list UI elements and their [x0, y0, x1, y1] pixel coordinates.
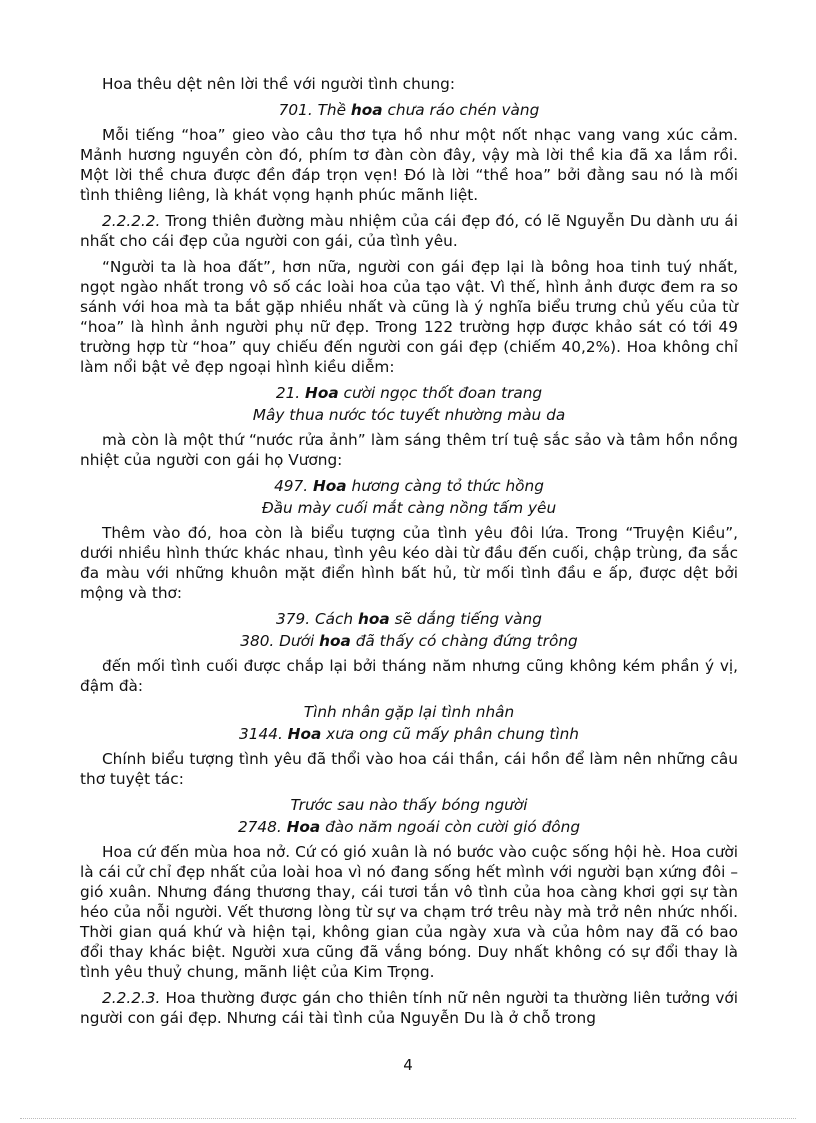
verse-line: Đầu mày cuối mắt càng nồng tấm yêu	[261, 499, 557, 517]
page-content	[80, 74, 738, 1034]
verse-block	[80, 383, 738, 425]
verse-line: Tình nhân gặp lại tình nhân	[303, 703, 515, 721]
paragraph: mà còn là một thứ “nước rửa ảnh” làm sáng thêm trí tuệ sắc sảo và tâm hồn nồng nhiệt của người con gái họ Vương:	[80, 431, 738, 469]
verse-block	[80, 702, 738, 744]
verse-line: 497. Hoa hương càng tỏ thức hồng	[274, 477, 544, 495]
verse-block	[80, 476, 738, 518]
paragraph: Thêm vào đó, hoa còn là biểu tượng của tình yêu đôi lứa. Trong “Truyện Kiều”, dưới nhiều hình thức khác nhau, tình yêu kéo dài từ đầu đến cuối, chập trùng, đa sắc đa màu với những khuôn mặt điển hình bất hủ, từ mối tình đầu e ấp, được dệt bởi mộng và thơ:	[80, 524, 738, 602]
paragraph: đến mối tình cuối được chắp lại bởi tháng năm nhưng cũng không kém phần ý vị, đậm đà:	[80, 657, 738, 695]
verse-line: Mây thua nước tóc tuyết nhường màu da	[252, 406, 566, 424]
section-number: 2.2.2.3.	[102, 989, 161, 1007]
paragraph: Hoa cứ đến mùa hoa nở. Cứ có gió xuân là nó bước vào cuộc sống hội hè. Hoa cười là cái cử chỉ đẹp nhất của loài hoa vì nó đang sống hết mình với người bạn xứng đôi – gió xuân. Nhưng đáng thương thay, cái tươi tắn vô tình của hoa càng khơi gợi sự tàn héo của nỗi người. Vết thương lòng từ sự va chạm trớ trêu này mà trở nên nhức nhối. Thời gian quá khứ và hiện tại, không gian của ngày xưa và của hôm nay đã có bao đổi thay khác biệt. Người xưa cũng đã vắng bóng. Duy nhất không có sự đổi thay là tình yêu thuỷ chung, mãnh liệt của Kim Trọng.	[80, 843, 738, 981]
paragraph: Mỗi tiếng “hoa” gieo vào câu thơ tựa hồ như một nốt nhạc vang vang xúc cảm. Mảnh hương nguyền còn đó, phím tơ đàn còn đây, vậy mà lời thề kia đã xa lắm rồi. Một lời thề chưa được đền đáp trọn vẹn! Đó là lời “thề hoa” bởi đằng sau nó là mối tình thiêng liêng, là khát vọng hạnh phúc mãnh liệt.	[80, 126, 738, 204]
verse-line: Trước sau nào thấy bóng người	[290, 796, 528, 814]
verse-line: 379. Cách hoa sẽ dắng tiếng vàng	[276, 610, 542, 628]
verse-block	[80, 795, 738, 837]
paragraph: Hoa thêu dệt nên lời thề với người tình chung:	[102, 75, 456, 93]
verse-line: 701. Thề hoa chưa ráo chén vàng	[278, 101, 540, 119]
paragraph: “Người ta là hoa đất”, hơn nữa, người con gái đẹp lại là bông hoa tinh tuý nhất, ngọt ngào nhất trong vô số các loài hoa của tạo vật. Vì thế, hình ảnh được đem ra so sánh với hoa mà ta bắt gặp nhiều nhất và cũng là ý nghĩa biểu trưng chủ yếu của từ “hoa” là hình ảnh người phụ nữ đẹp. Trong 122 trường hợp được khảo sát có tới 49 trường hợp từ “hoa” quy chiếu đến người con gái đẹp (chiếm 40,2%). Hoa không chỉ làm nổi bật vẻ đẹp ngoại hình kiều diễm:	[80, 258, 738, 376]
page-number: 4	[403, 1056, 413, 1074]
paragraph: 2.2.2.2. Trong thiên đường màu nhiệm của cái đẹp đó, có lẽ Nguyễn Du dành ưu ái nhất cho cái đẹp của người con gái, của tình yêu.	[80, 212, 738, 250]
section-number: 2.2.2.2.	[102, 212, 161, 230]
verse-line: 2748. Hoa đào năm ngoái còn cười gió đông	[237, 818, 581, 836]
page-bottom-divider	[20, 1118, 796, 1119]
paragraph: Chính biểu tượng tình yêu đã thổi vào hoa cái thần, cái hồn để làm nên những câu thơ tuyệt tác:	[80, 750, 738, 788]
verse-block	[80, 609, 738, 651]
paragraph: 2.2.2.3. Hoa thường được gán cho thiên tính nữ nên người ta thường liên tưởng với người con gái đẹp. Nhưng cái tài tình của Nguyễn Du là ở chỗ trong	[80, 989, 738, 1027]
verse-line: 21. Hoa cười ngọc thốt đoan trang	[275, 384, 543, 402]
verse-line: 3144. Hoa xưa ong cũ mấy phân chung tình	[239, 725, 579, 743]
verse-line: 380. Dưới hoa đã thấy có chàng đứng trông	[240, 632, 578, 650]
verse-block	[80, 100, 738, 120]
